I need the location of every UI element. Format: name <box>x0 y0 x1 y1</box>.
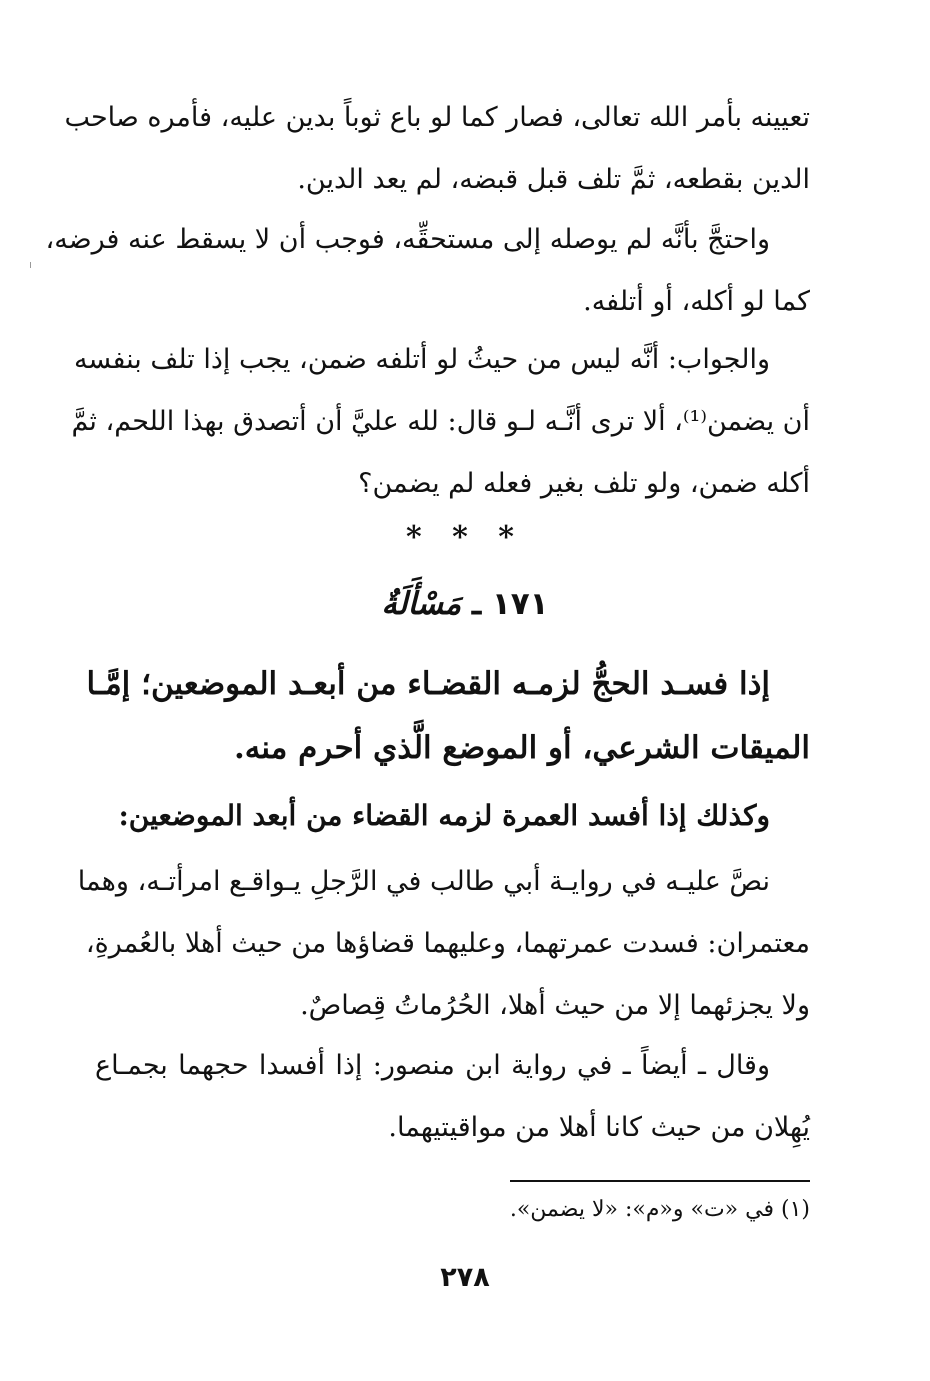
paragraph-line: ولا يجزئهما إلا من حيث أهلا، الحُرُماتُ قِصاصٌ. <box>300 990 810 1021</box>
page-number: ٢٧٨ <box>440 1262 490 1293</box>
paragraph-line: وقال ـ أيضاً ـ في رواية ابن منصور: إذا أفسدا حجهما بجمـاع <box>95 1050 770 1081</box>
paragraph-2 <box>45 220 810 344</box>
paragraph-4 <box>77 862 810 1048</box>
paragraph-line: أن يضمن⁽¹⁾، ألا ترى أنَّـه لـو قال: لله عليَّ أن أتصدق بهذا اللحم، ثمَّ <box>71 406 810 437</box>
masala-heading <box>0 586 930 622</box>
paragraph-line: والجواب: أنَّه ليس من حيثُ لو أتلفه ضمن، يجب إذا تلف بنفسه <box>73 344 770 375</box>
ruling-line: إذا فسـد الحجُّ لزمـه القضـاء من أبعـد الموضعين؛ إمَّـا <box>86 666 770 702</box>
paragraph-line: أكله ضمن، ولو تلف بغير فعله لم يضمن؟ <box>358 468 810 499</box>
masala-dash: ـ <box>471 586 482 622</box>
paragraph-line: واحتجَّ بأنَّه لم يوصله إلى مستحقِّه، فوجب أن لا يسقط عنه فرضه، <box>45 224 770 255</box>
ruling-second <box>95 796 810 858</box>
paragraph-line: يُهِلان من حيث كانا أهلا من مواقيتيهما. <box>388 1112 810 1143</box>
paragraph-3 <box>71 340 810 526</box>
paragraph-line: كما لو أكله، أو أتلفه. <box>583 286 810 317</box>
masala-title: مَسْأَلَةٌ <box>381 586 462 622</box>
ruling-line: الميقات الشرعي، أو الموضع الَّذي أحرم منه. <box>234 730 810 766</box>
ruling-second-line: وكذلك إذا أفسد العمرة لزمه القضاء من أبعد الموضعين: <box>118 799 770 832</box>
ruling-text <box>86 664 810 792</box>
masala-number: ١٧١ <box>491 586 549 622</box>
paragraph-5 <box>95 1046 810 1170</box>
paragraph-line: الدين بقطعه، ثمَّ تلف قبل قبضه، لم يعد الدين. <box>297 164 810 195</box>
margin-mark <box>30 262 31 268</box>
section-separator: * * * <box>406 520 524 555</box>
footnote-rule <box>510 1180 810 1182</box>
paragraph-line: تعيينه بأمر الله تعالى، فصار كما لو باع ثوباً بدين عليه، فأمره صاحب <box>64 102 810 133</box>
paragraph-1 <box>64 98 810 222</box>
paragraph-line: نصَّ عليـه في روايـة أبي طالب في الرَّجلِ يـواقـع امرأتـه، وهما <box>77 866 770 897</box>
footnote: (١) في «ت» و«م»: «لا يضمن». <box>509 1197 810 1222</box>
paragraph-line: معتمران: فسدت عمرتهما، وعليهما قضاؤها من حيث أهلا بالعُمرةِ، <box>85 928 810 959</box>
